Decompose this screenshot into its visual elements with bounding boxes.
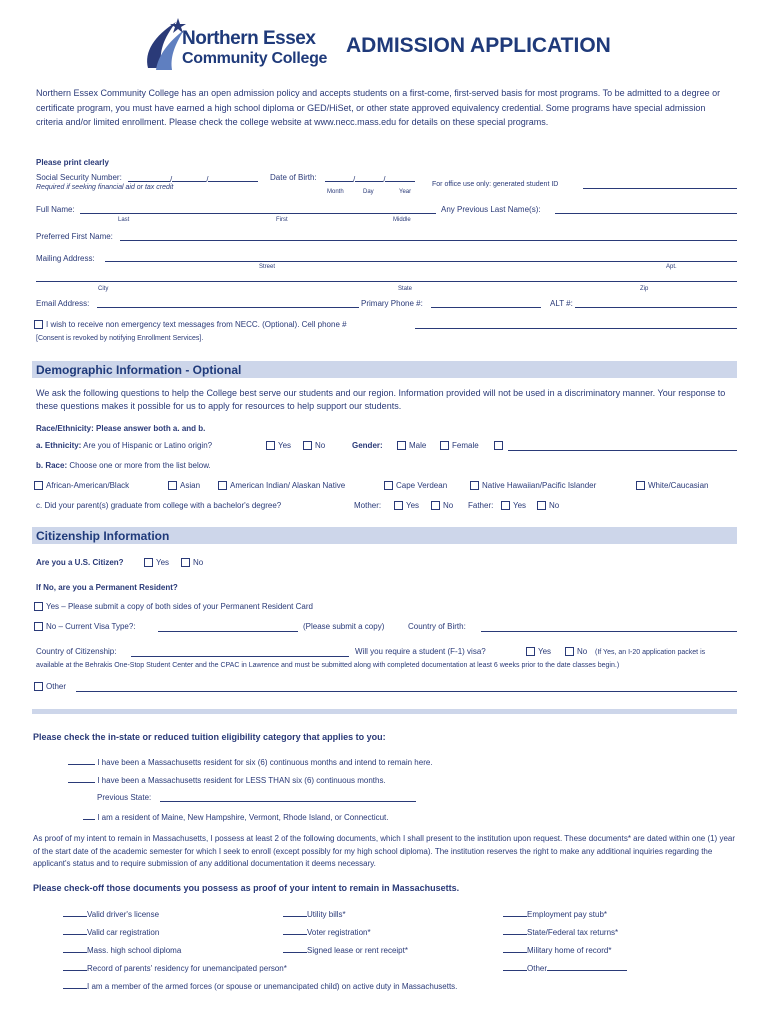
- demographic-heading: Demographic Information - Optional: [36, 363, 242, 377]
- dob-year: Year: [399, 189, 412, 195]
- dob-day: Day: [363, 189, 374, 195]
- docs-heading: Please check-off those documents you possess as proof of your intent to remain in Massachusetts.: [33, 883, 460, 893]
- country-citizenship-field[interactable]: [131, 656, 349, 657]
- prev-last-name-label: Any Previous Last Name(s):: [441, 205, 541, 214]
- gender-other-field[interactable]: [508, 450, 737, 451]
- doc-other[interactable]: Other: [503, 962, 627, 973]
- office-use-label: For office use only: generated student ID: [432, 181, 559, 188]
- name-first: First: [276, 217, 288, 223]
- race-option-white[interactable]: White/Caucasian: [636, 481, 708, 490]
- primary-phone-field[interactable]: [431, 307, 541, 308]
- visa-type-field[interactable]: [158, 631, 298, 632]
- mailing-street-field[interactable]: [105, 261, 737, 262]
- f1-note-1: (If Yes, an I-20 application packet is: [595, 649, 706, 656]
- preferred-first-label: Preferred First Name:: [36, 232, 113, 241]
- text-opt-in-checkbox[interactable]: [34, 320, 43, 329]
- tuition-opt1[interactable]: I have been a Massachusetts resident for six (6) continuous months and intend to remain here.: [68, 756, 433, 767]
- email-label: Email Address:: [36, 299, 90, 308]
- college-logo: [140, 16, 328, 74]
- f1-note-2: available at the Behrakis One-Stop Student Center and the CPAC in Lawrence and must be submitted along with completed documentation at least 6 weeks prior to the date classes begin.): [36, 662, 620, 669]
- previous-state-field[interactable]: [160, 801, 416, 802]
- ssn-field[interactable]: / /: [128, 173, 258, 184]
- doc-military-home[interactable]: Military home of record*: [503, 944, 611, 955]
- street-label: Street: [259, 264, 276, 270]
- text-opt-in-label: I wish to receive non emergency text messages from NECC. (Optional). Cell phone #: [46, 320, 347, 329]
- race-option-cape-verdean[interactable]: Cape Verdean: [384, 481, 447, 490]
- tuition-opt2[interactable]: I have been a Massachusetts resident for LESS THAN six (6) continuous months.: [68, 774, 386, 785]
- state-label: State: [398, 286, 413, 292]
- mailing-label: Mailing Address:: [36, 254, 95, 263]
- alt-phone-label: ALT #:: [550, 299, 573, 308]
- doc-lease[interactable]: Signed lease or rent receipt*: [283, 944, 408, 955]
- alt-phone-field[interactable]: [575, 307, 737, 308]
- doc-utility-bills[interactable]: Utility bills*: [283, 908, 346, 919]
- race-label: b. Race:: [36, 461, 68, 470]
- perm-res-yes[interactable]: Yes – Please submit a copy of both sides of your Permanent Resident Card: [34, 602, 313, 611]
- ethnicity-question: Are you of Hispanic or Latino origin?: [83, 441, 213, 450]
- tuition-heading: Please check the in-state or reduced tuition eligibility category that applies to you:: [33, 732, 386, 742]
- us-citizen-no[interactable]: No: [181, 558, 203, 567]
- primary-phone-label: Primary Phone #:: [361, 299, 423, 308]
- doc-tax-returns[interactable]: State/Federal tax returns*: [503, 926, 618, 937]
- consent-note: [Consent is revoked by notifying Enrollment Services].: [36, 335, 204, 342]
- intro-paragraph: Northern Essex Community College has an open admission policy and accepts students on a first-come, first-served basis for most programs. To be admitted to a degree or certificate program, you must have earned a high school diploma or GED/HiSet, or other state approved equivalency credential. Some programs have special admission criteria and/or limited enrollment. Please check the college website at www.necc.mass.edu for details on these special programs.: [36, 88, 721, 127]
- cell-phone-field[interactable]: [415, 328, 737, 329]
- mailing-city-field[interactable]: [36, 281, 737, 282]
- us-citizen-question: Are you a U.S. Citizen?: [36, 558, 124, 567]
- race-option-african-american[interactable]: African-American/Black: [34, 481, 129, 490]
- father-label: Father:: [468, 501, 494, 510]
- dob-field[interactable]: / /: [325, 173, 415, 184]
- ethnicity-label: a. Ethnicity:: [36, 441, 82, 450]
- race-option-native-hawaiian[interactable]: Native Hawaiian/Pacific Islander: [470, 481, 596, 490]
- full-name-field[interactable]: [80, 213, 436, 214]
- gender-other[interactable]: [494, 441, 506, 450]
- dob-label: Date of Birth:: [270, 173, 317, 182]
- country-birth-label: Country of Birth:: [408, 622, 466, 631]
- preferred-first-field[interactable]: [120, 240, 737, 241]
- logo-line2: Community College: [182, 50, 328, 67]
- gender-female[interactable]: Female: [440, 441, 479, 450]
- citizenship-other-field[interactable]: [76, 691, 737, 692]
- doc-armed-forces[interactable]: I am a member of the armed forces (or spouse or unemancipated child) on active duty in Massachusetts.: [63, 980, 457, 991]
- race-option-american-indian[interactable]: American Indian/ Alaskan Native: [218, 481, 345, 490]
- citizenship-heading: Citizenship Information: [36, 529, 170, 543]
- father-yes[interactable]: Yes: [501, 501, 526, 510]
- mother-yes[interactable]: Yes: [394, 501, 419, 510]
- ssn-note: Required if seeking financial aid or tax credit: [36, 184, 174, 191]
- email-field[interactable]: [97, 307, 359, 308]
- previous-state-label: Previous State:: [97, 793, 152, 802]
- text-opt-in-row: [34, 320, 347, 329]
- race-row: [36, 461, 211, 470]
- ethnicity-row: [36, 441, 212, 450]
- us-citizen-yes[interactable]: Yes: [144, 558, 169, 567]
- doc-voter-registration[interactable]: Voter registration*: [283, 926, 371, 937]
- perm-res-no[interactable]: No – Current Visa Type?:: [34, 622, 136, 631]
- full-name-label: Full Name:: [36, 205, 75, 214]
- doc-drivers-license[interactable]: Valid driver's license: [63, 908, 159, 919]
- name-last: Last: [118, 217, 130, 223]
- page-title: ADMISSION APPLICATION: [346, 34, 611, 57]
- dob-month: Month: [327, 189, 344, 195]
- city-label: City: [98, 286, 109, 292]
- f1-no[interactable]: No: [565, 647, 587, 656]
- logo-line1: Northern Essex: [182, 28, 316, 49]
- parents-question: c. Did your parent(s) graduate from college with a bachelor's degree?: [36, 501, 282, 510]
- doc-pay-stub[interactable]: Employment pay stub*: [503, 908, 607, 919]
- doc-car-registration[interactable]: Valid car registration: [63, 926, 159, 937]
- father-no[interactable]: No: [537, 501, 559, 510]
- mother-label: Mother:: [354, 501, 382, 510]
- race-option-asian[interactable]: Asian: [168, 481, 200, 490]
- country-birth-field[interactable]: [481, 631, 737, 632]
- gender-male[interactable]: Male: [397, 441, 426, 450]
- country-citizenship-label: Country of Citizenship:: [36, 647, 117, 656]
- name-middle: Middle: [393, 217, 411, 223]
- zip-label: Zip: [640, 286, 649, 292]
- ethnicity-yes[interactable]: Yes: [266, 441, 291, 450]
- prev-last-name-field[interactable]: [555, 213, 737, 214]
- demographic-intro: We ask the following questions to help the College best serve our students and our region. Information provided will not be used in a discriminatory manner. Your response to these questions makes it possible for us to apply for resources to help support our students.: [36, 388, 726, 411]
- citizenship-other[interactable]: Other: [34, 682, 66, 691]
- tuition-opt3[interactable]: I am a resident of Maine, New Hampshire, Vermont, Rhode Island, or Connecticut.: [83, 811, 388, 822]
- mother-no[interactable]: No: [431, 501, 453, 510]
- doc-hs-diploma[interactable]: Mass. high school diploma: [63, 944, 181, 955]
- gender-label: Gender:: [352, 441, 383, 450]
- apt-label: Apt.: [666, 264, 677, 270]
- perm-res-question: If No, are you a Permanent Resident?: [36, 583, 178, 592]
- f1-question: Will you require a student (F-1) visa?: [355, 647, 486, 656]
- ssn-label: Social Security Number:: [36, 173, 122, 182]
- race-eth-heading: Race/Ethnicity: Please answer both a. and b.: [36, 424, 206, 433]
- doc-parents-residency[interactable]: Record of parents' residency for unemancipated person*: [63, 962, 287, 973]
- proof-paragraph: As proof of my intent to remain in Massachusetts, I possess at least 2 of the following documents, which I shall present to the institution upon request. These documents* are dated within one (1) year of the start date of the academic semester for which I seek to enroll (except possibly for my high school diploma). The institution reserves the right to make any additional inquiries regarding the applicant's status and to require submission of any additional documentation it deems necessary.: [33, 834, 736, 868]
- submit-copy-note: (Please submit a copy): [303, 622, 385, 631]
- section-divider: [32, 709, 737, 714]
- race-question: Choose one or more from the list below.: [69, 461, 211, 470]
- ethnicity-no[interactable]: No: [303, 441, 325, 450]
- f1-yes[interactable]: Yes: [526, 647, 551, 656]
- office-use-field: [583, 188, 737, 189]
- print-clearly: Please print clearly: [36, 158, 109, 167]
